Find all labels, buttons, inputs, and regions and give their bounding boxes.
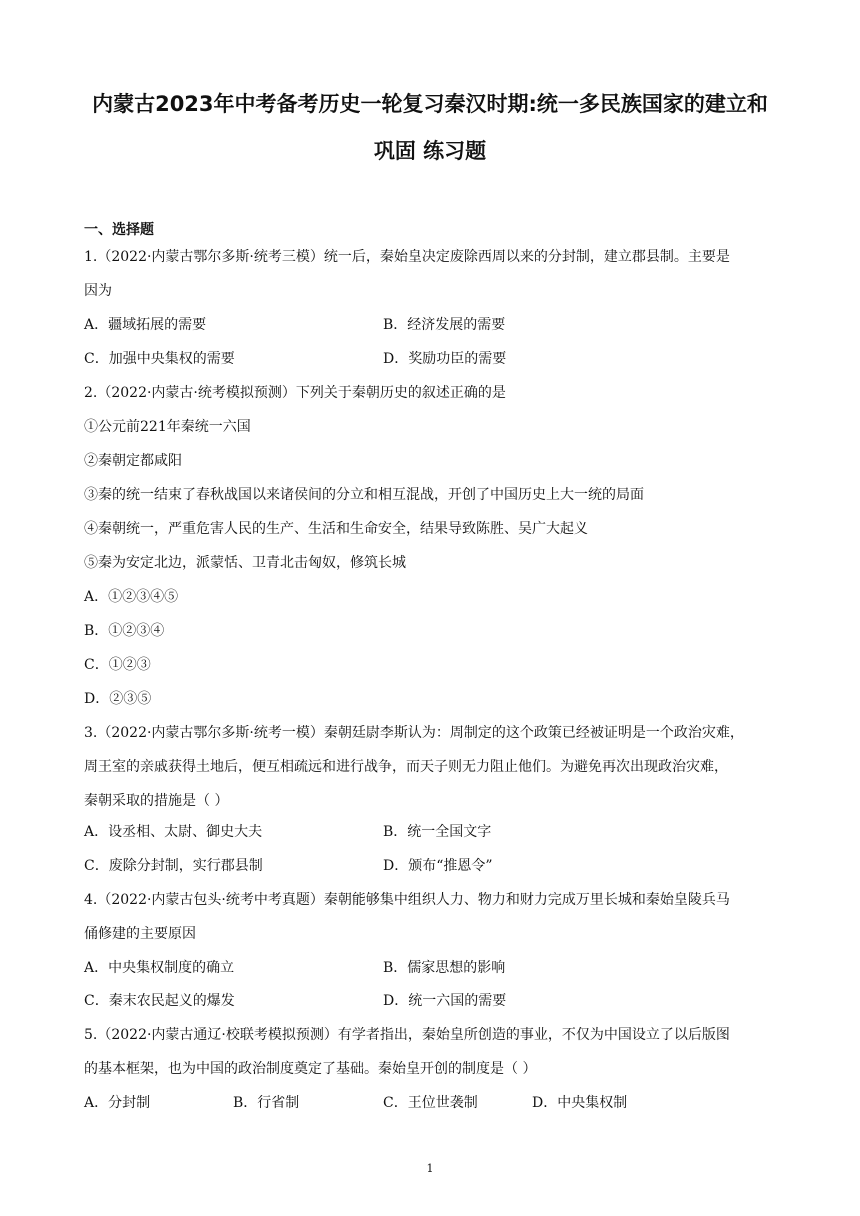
q1-stem-line-2: 因为 [84, 283, 112, 299]
q1-option-b: B．经济发展的需要 [383, 317, 506, 333]
q3-option-d: D．颁布“推恩令” [383, 858, 493, 874]
q5-stem-line-2: 的基本框架，也为中国的政治制度奠定了基础。秦始皇开创的制度是（ ） [84, 1061, 537, 1077]
q2-option-a: A．①②③④⑤ [84, 589, 179, 605]
q2-item-1: ①公元前221年秦统一六国 [84, 419, 251, 435]
page-number: 1 [426, 1162, 434, 1175]
document-title-line-1: 内蒙古2023年中考备考历史一轮复习秦汉时期:统一多民族国家的建立和 [92, 92, 768, 116]
q2-stem: 2.（2022·内蒙古·统考模拟预测）下列关于秦朝历史的叙述正确的是 [84, 385, 506, 401]
q5-stem-line-1: 5.（2022·内蒙古通辽·校联考模拟预测）有学者指出，秦始皇所创造的事业，不仅为中国设立了以后版图 [84, 1027, 730, 1043]
q2-item-3: ③秦的统一结束了春秋战国以来诸侯间的分立和相互混战，开创了中国历史上大一统的局面 [84, 487, 644, 503]
q5-option-a: A．分封制 [84, 1095, 151, 1111]
section-heading: 一、选择题 [84, 222, 154, 238]
q4-stem-line-1: 4.（2022·内蒙古包头·统考中考真题）秦朝能够集中组织人力、物力和财力完成万里长城和秦始皇陵兵马 [84, 892, 730, 908]
q5-option-c: C．王位世袭制 [383, 1095, 478, 1111]
q5-option-d: D．中央集权制 [532, 1095, 628, 1111]
q4-option-b: B．儒家思想的影响 [383, 960, 506, 976]
q2-option-c: C．①②③ [84, 657, 151, 673]
q2-item-5: ⑤秦为安定北边，派蒙恬、卫青北击匈奴，修筑长城 [84, 555, 406, 571]
q4-option-a: A．中央集权制度的确立 [84, 960, 235, 976]
q2-item-2: ②秦朝定都咸阳 [84, 453, 182, 469]
q3-option-b: B．统一全国文字 [383, 824, 492, 840]
q4-stem-line-2: 俑修建的主要原因 [84, 926, 196, 942]
q3-stem-line-3: 秦朝采取的措施是（ ） [84, 793, 229, 809]
q1-option-c: C．加强中央集权的需要 [84, 351, 235, 367]
q4-option-d: D．统一六国的需要 [383, 993, 507, 1009]
q5-option-b: B．行省制 [233, 1095, 300, 1111]
q3-option-a: A．设丞相、太尉、御史大夫 [84, 824, 263, 840]
document-title-line-2: 巩固 练习题 [373, 139, 487, 163]
q1-option-a: A．疆域拓展的需要 [84, 317, 207, 333]
q3-stem-line-2: 周王室的亲戚获得土地后，便互相疏远和进行战争，而天子则无力阻止他们。为避免再次出现政治灾难， [84, 759, 728, 775]
q3-stem-line-1: 3.（2022·内蒙古鄂尔多斯·统考一模）秦朝廷尉李斯认为：周制定的这个政策已经被证明是一个政治灾难， [84, 725, 744, 741]
q4-option-c: C．秦末农民起义的爆发 [84, 993, 235, 1009]
q2-item-4: ④秦朝统一，严重危害人民的生产、生活和生命安全，结果导致陈胜、吴广大起义 [84, 521, 588, 537]
q1-stem-line-1: 1.（2022·内蒙古鄂尔多斯·统考三模）统一后，秦始皇决定废除西周以来的分封制，建立郡县制。主要是 [84, 249, 730, 265]
q2-option-b: B．①②③④ [84, 623, 165, 639]
q1-option-d: D．奖励功臣的需要 [383, 351, 507, 367]
q2-option-d: D．②③⑤ [84, 691, 152, 707]
q3-option-c: C．废除分封制，实行郡县制 [84, 858, 263, 874]
